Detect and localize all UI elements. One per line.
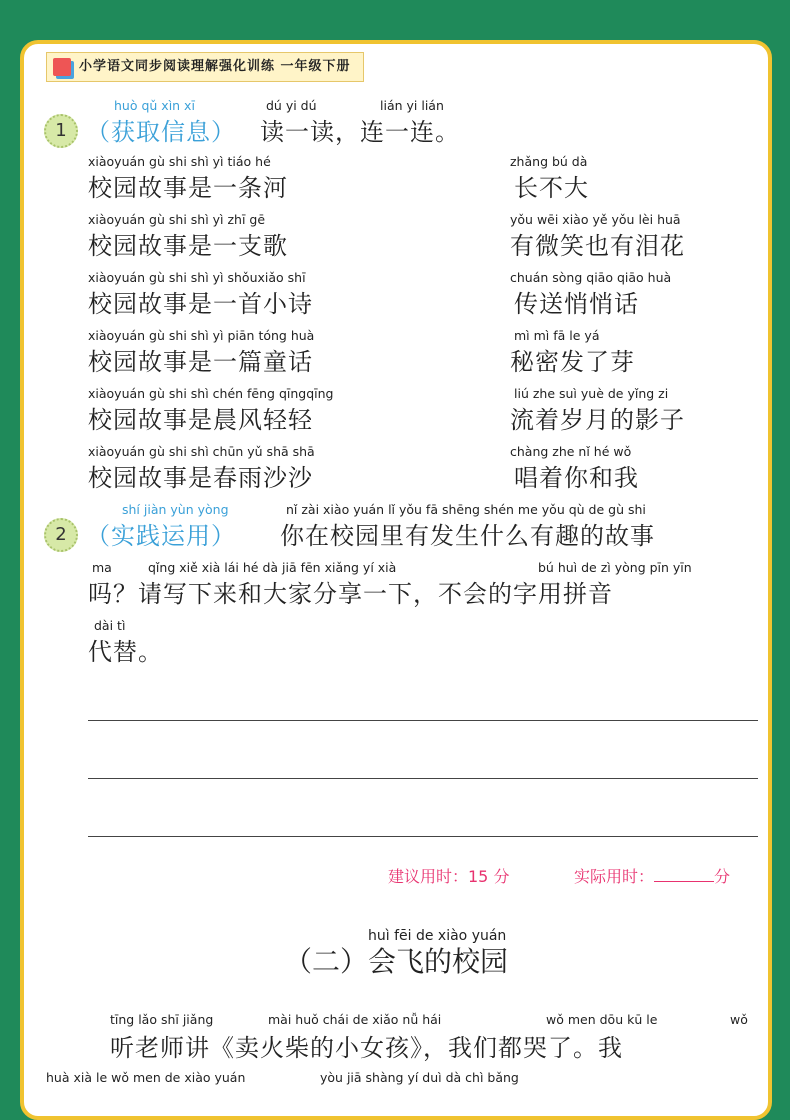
q2-line2-pinyin-a: ma	[92, 560, 112, 575]
q2-line1-pinyin: nǐ zài xiào yuán lǐ yǒu fā shēng shén me yǒu qù de gù shi	[286, 502, 646, 517]
q2-line2: 吗？请写下来和大家分享一下，不会的字用拼音	[88, 580, 613, 608]
q1-title-pinyin: huò qǔ xìn xī	[114, 98, 195, 113]
q2-line3: 代替。	[88, 638, 163, 666]
left-item-5[interactable]: 校园故事是晨风轻轻	[88, 406, 313, 434]
actual-time-label: 实际用时：	[574, 867, 655, 886]
answer-line-2[interactable]	[88, 778, 758, 779]
right-item-4-pinyin: mì mì fā le yá	[514, 328, 600, 343]
answer-line-1[interactable]	[88, 720, 758, 721]
left-item-4[interactable]: 校园故事是一篇童话	[88, 348, 313, 376]
worksheet-page	[20, 40, 772, 1120]
p1-pinyin-a: tīng lǎo shī jiǎng	[110, 1012, 214, 1027]
right-item-3[interactable]: 传送悄悄话	[514, 290, 639, 318]
q1-instruction: 读一读，连一连。	[260, 118, 460, 146]
left-item-6-pinyin: xiàoyuán gù shi shì chūn yǔ shā shā	[88, 444, 315, 459]
book-icon	[53, 58, 71, 76]
p2-pinyin-a: huà xià le wǒ men de xiào yuán	[46, 1070, 246, 1085]
q2-title: （实践运用）	[86, 522, 236, 550]
p1-pinyin-c: wǒ men dōu kū le	[546, 1012, 658, 1027]
q1-instruction-pinyin-2: lián yi lián	[380, 98, 444, 113]
section2-title: （二）会飞的校园	[284, 945, 509, 978]
q2-title-pinyin: shí jiàn yùn yòng	[122, 502, 229, 517]
answer-line-3[interactable]	[88, 836, 758, 837]
right-item-4[interactable]: 秘密发了芽	[510, 348, 635, 376]
suggested-time: 建议用时：15 分	[388, 867, 510, 886]
question-1-badge: 1	[44, 114, 78, 148]
p1-pinyin-b: mài huǒ chái de xiǎo nǚ hái	[268, 1012, 442, 1027]
left-item-3-pinyin: xiàoyuán gù shi shì yì shǒuxiǎo shī	[88, 270, 306, 285]
right-item-5[interactable]: 流着岁月的影子	[510, 406, 685, 434]
left-item-6[interactable]: 校园故事是春雨沙沙	[88, 464, 313, 492]
q2-line3-pinyin: dài tì	[94, 618, 126, 633]
paragraph-1: 听老师讲《卖火柴的小女孩》，我们都哭了。我	[110, 1034, 623, 1062]
question-2-badge: 2	[44, 518, 78, 552]
right-item-6-pinyin: chàng zhe nǐ hé wǒ	[510, 444, 632, 459]
left-item-4-pinyin: xiàoyuán gù shi shì yì piān tóng huà	[88, 328, 315, 343]
right-item-2-pinyin: yǒu wēi xiào yě yǒu lèi huā	[510, 212, 681, 227]
right-item-3-pinyin: chuán sòng qiāo qiāo huà	[510, 270, 672, 285]
book-title-tag	[46, 52, 364, 82]
actual-time-unit: 分	[714, 867, 731, 886]
q1-instruction-pinyin-1: dú yi dú	[266, 98, 317, 113]
section2-title-pinyin: huì fēi de xiào yuán	[368, 928, 507, 944]
q2-line2-pinyin-b: qǐng xiě xià lái hé dà jiā fēn xiǎng yí xià	[148, 560, 397, 575]
left-item-2-pinyin: xiàoyuán gù shi shì yì zhī gē	[88, 212, 266, 227]
right-item-5-pinyin: liú zhe suì yuè de yǐng zi	[514, 386, 669, 401]
left-item-5-pinyin: xiàoyuán gù shi shì chén fēng qīngqīng	[88, 386, 334, 401]
left-item-1-pinyin: xiàoyuán gù shi shì yì tiáo hé	[88, 154, 271, 169]
right-item-2[interactable]: 有微笑也有泪花	[510, 232, 685, 260]
book-title: 小学语文同步阅读理解强化训练 一年级下册	[79, 59, 351, 74]
left-item-1[interactable]: 校园故事是一条河	[88, 174, 288, 202]
actual-time-blank[interactable]	[654, 867, 714, 882]
right-item-1-pinyin: zhǎng bú dà	[510, 154, 588, 169]
right-item-6[interactable]: 唱着你和我	[514, 464, 639, 492]
p2-pinyin-b: yòu jiā shàng yí duì dà chì bǎng	[320, 1070, 519, 1085]
p1-pinyin-d: wǒ	[730, 1012, 748, 1027]
left-item-3[interactable]: 校园故事是一首小诗	[88, 290, 313, 318]
q2-line2-pinyin-c: bú huì de zì yòng pīn yīn	[538, 560, 692, 575]
q2-line1: 你在校园里有发生什么有趣的故事	[280, 522, 655, 550]
right-item-1[interactable]: 长不大	[514, 174, 589, 202]
left-item-2[interactable]: 校园故事是一支歌	[88, 232, 288, 260]
q1-title: （获取信息）	[86, 118, 236, 146]
actual-time	[574, 864, 730, 887]
